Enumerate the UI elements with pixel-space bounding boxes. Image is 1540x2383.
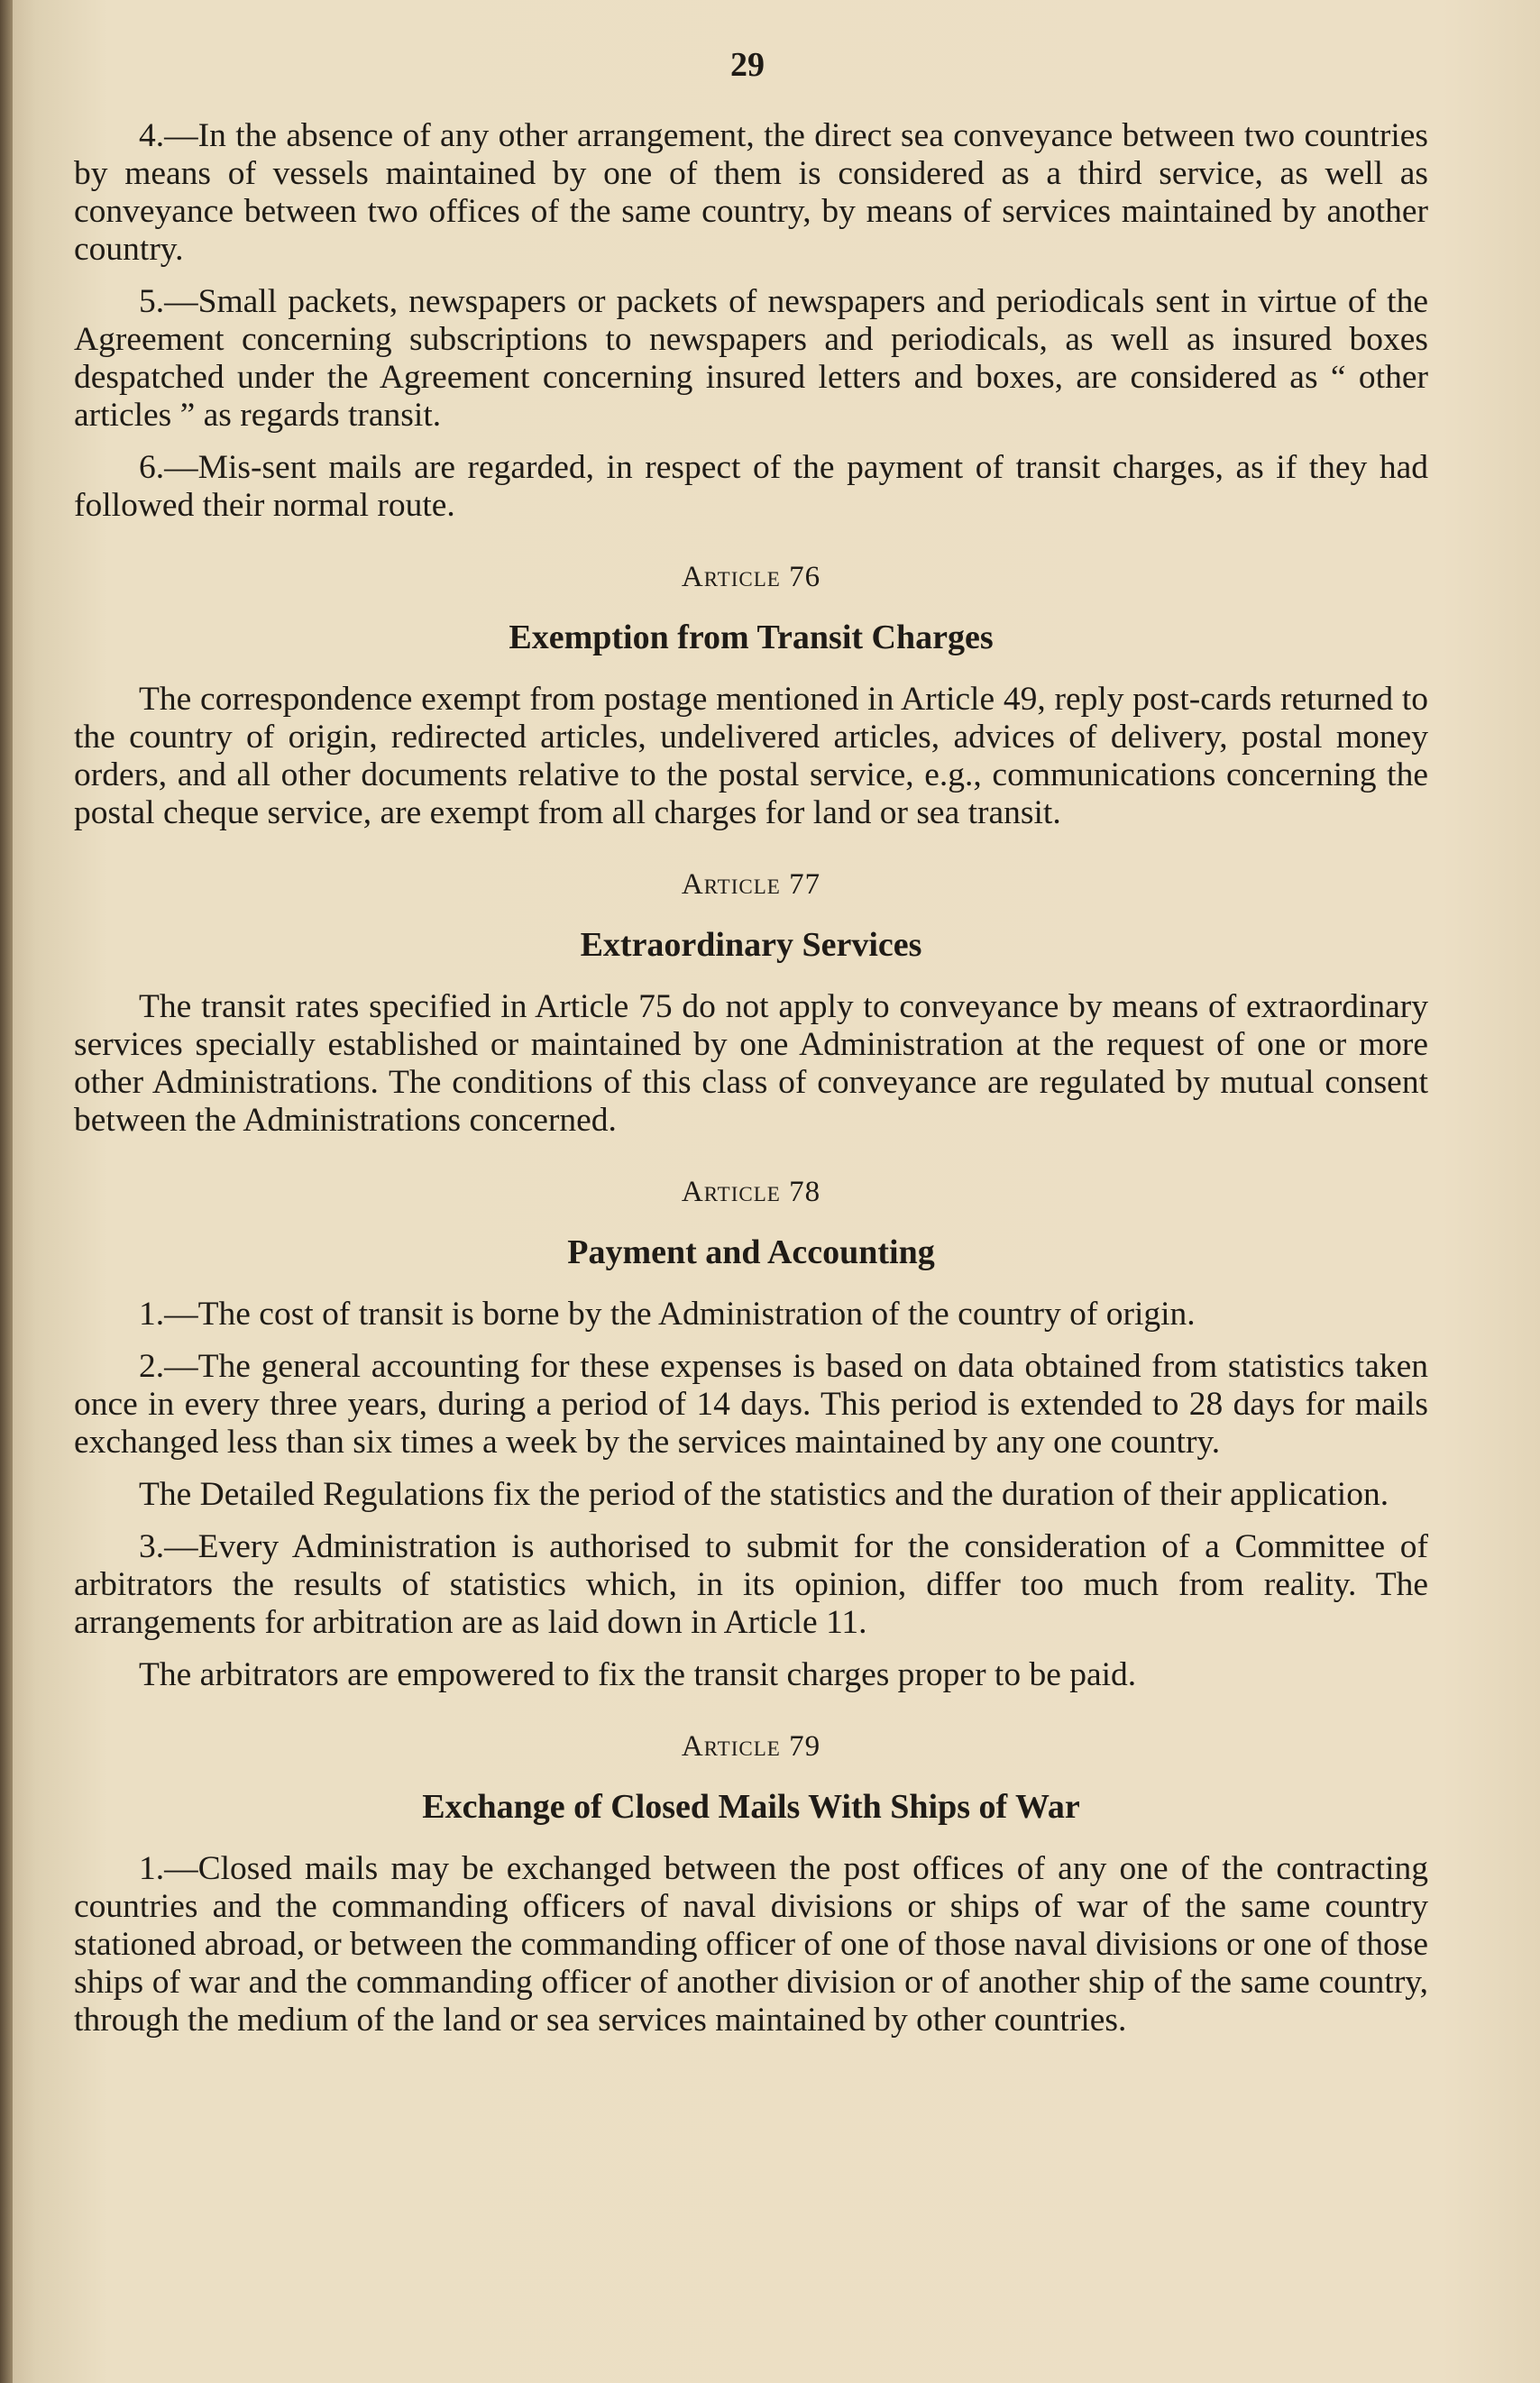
article-78-paragraph-3: 3.—Every Administration is authorised to submit for the consideration of a Committee of arbitrators the results of statistics which, in its opinion, differ too much from reality. The arrangements for arbitration are as laid down in Article 11. (74, 1528, 1428, 1641)
article-78-paragraph-arbitrators: The arbitrators are empowered to fix the transit charges proper to be paid. (139, 1656, 1137, 1693)
article-76-title: Exemption from Transit Charges (509, 619, 994, 656)
article-79-title: Exchange of Closed Mails With Ships of War (422, 1788, 1080, 1826)
article-79-paragraph-1: 1.—Closed mails may be exchanged between the post offices of any one of the contracting countries and the commanding officers of naval divisions or ships of war of the same country stationed abroad, or between the commanding officer of one of those naval divisions or one of those ships of war and the commanding officer of another division or of another ship of the same country, through the medium of the land or sea services maintained by other countries. (74, 1850, 1429, 2039)
paragraph-6-mis-sent-mails: 6.—Mis-sent mails are regarded, in respect of the payment of transit charges, as if they had followed their normal route. (74, 449, 1428, 524)
page-body (74, 117, 1428, 2054)
article-76-paragraph: The correspondence exempt from postage mentioned in Article 49, reply post-cards returned to the country of origin, redirected articles, undelivered articles, advices of delivery, postal money orders, and all other documents relative to the postal service, e.g., communications concerning the postal cheque service, are exempt from all charges for land or sea transit. (74, 681, 1428, 831)
paragraph-4-direct-sea-conveyance: 4.—In the absence of any other arrangement, the direct sea conveyance between two countries by means of vessels maintained by one of them is considered as a third service, as well as conveyance between two offices of the same country, by means of services maintained by another country. (74, 117, 1428, 268)
article-78-paragraph-1: 1.—The cost of transit is borne by the Administration of the country of origin. (139, 1296, 1196, 1333)
article-78-heading: Article 78 (681, 1176, 821, 1208)
article-78-paragraph-2: 2.—The general accounting for these expenses is based on data obtained from statistics taken once in every three years, during a period of 14 days. This period is extended to 28 days for mails exchanged less than six times a week by the services maintained by any one country. (74, 1348, 1428, 1461)
article-79-heading: Article 79 (681, 1730, 821, 1763)
article-76-heading: Article 76 (681, 561, 821, 593)
article-78-paragraph-regulations: The Detailed Regulations fix the period of the statistics and the duration of their application. (139, 1476, 1389, 1513)
page-number: 29 (730, 46, 765, 84)
article-78-title: Payment and Accounting (567, 1233, 935, 1271)
article-77-heading: Article 77 (681, 868, 821, 901)
paragraph-5-small-packets: 5.—Small packets, newspapers or packets of newspapers and periodicals sent in virtue of the Agreement concerning subscriptions to newspapers and periodicals, as well as insured boxes despatched under the Agreement concerning insured letters and boxes, are considered as “ other articles ” as regards transit. (74, 283, 1428, 434)
article-77-title: Extraordinary Services (580, 926, 922, 964)
page-binding-shadow (0, 0, 13, 2383)
article-77-paragraph: The transit rates specified in Article 75 do not apply to conveyance by means of extraordinary services specially established or maintained by one Administration at the request of one or more other Administrations. The conditions of this class of conveyance are regulated by mutual consent between the Administrations concerned. (74, 988, 1428, 1139)
